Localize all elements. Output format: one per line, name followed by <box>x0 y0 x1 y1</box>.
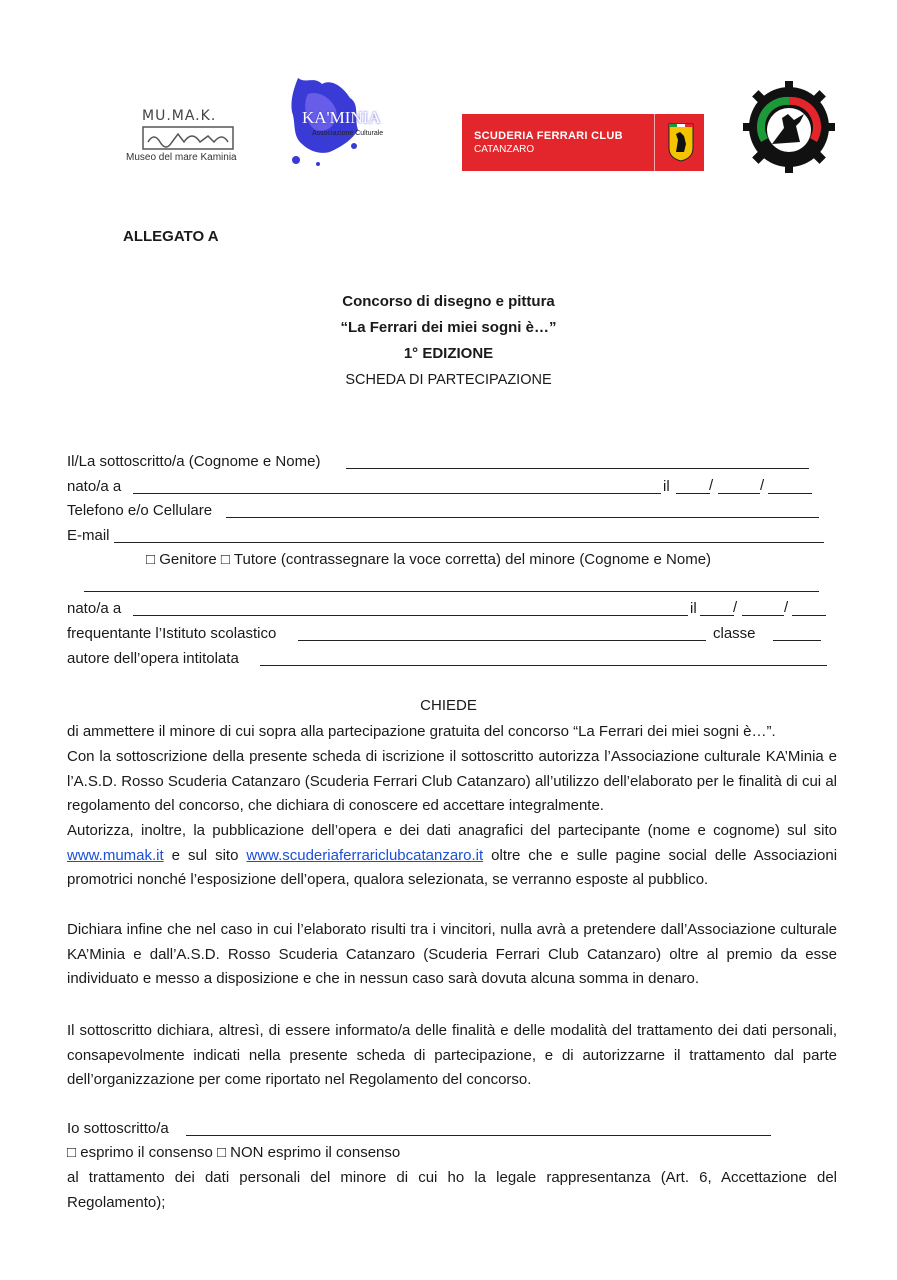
opera-title-field[interactable] <box>260 665 827 666</box>
scuderia-link[interactable]: www.scuderiaferrariclubcatanzaro.it <box>246 846 484 864</box>
privacy-paragraph: Il sottoscritto dichiara, altresì, di essere informato/a delle finalità e delle modalità del trattamento dei dati personali, consapevolmente indicati nella presente scheda di partecipazione, e di autorizzarne il trattamento dal parte dell’organizzazione per come riportato nel Regolamento del concorso. <box>67 1022 837 1088</box>
kaminia-logo-name: KA'MINIA <box>302 108 381 127</box>
form-title: SCHEDA DI PARTECIPAZIONE <box>345 372 552 388</box>
mumak-link[interactable]: www.mumak.it <box>67 846 164 864</box>
gear-badge-icon <box>742 80 836 174</box>
birth-day-field[interactable] <box>676 493 710 494</box>
consent-options[interactable]: □ esprimo il consenso □ NON esprimo il consenso <box>67 1144 401 1161</box>
publication-text-c: oltre che e sulle pagine social delle Associazioni promotrici nonché l’esposizione dell’opera, qualora selezionata, se verranno esposte al pubblico. <box>67 846 838 888</box>
authorization-paragraph: Con la sottoscrizione della presente scheda di iscrizione il sottoscritto autorizza l’Associazione culturale KA’Minia e l’A.S.D. Rosso Scuderia Catanzaro (Scuderia Ferrari Club Catanzaro) all’utilizzo dell’elaborato per le finalità di cui al regolamento del concorso, che dichiara di conoscere ed accettare integralmente. <box>67 748 837 814</box>
date-slash: / <box>760 477 765 494</box>
kaminia-logo <box>288 74 398 170</box>
sottoscritto-label: Il/La sottoscritto/a (Cognome e Nome) <box>67 453 321 470</box>
mumak-logo-name: MU.MA.K. <box>142 108 217 124</box>
scuderia-logo-line1: SCUDERIA FERRARI CLUB <box>474 130 623 142</box>
chiede-heading: CHIEDE <box>420 697 477 714</box>
consent-text: al trattamento dei dati personali del minore di cui ho la legale rappresentanza (Art. 6, Accettazione del Regolamento); <box>67 1169 837 1211</box>
classe-field[interactable] <box>773 640 821 641</box>
nato-label: nato/a a <box>67 478 122 495</box>
publication-paragraph <box>67 819 837 893</box>
declaration-paragraph: Dichiara infine che nel caso in cui l’elaborato risulti tra i vincitori, nulla avrà a pretendere dall’Associazione culturale KA’Minia e dall’A.S.D. Rosso Scuderia Catanzaro (Scuderia Ferrari Club Catanzaro) oltre al premio da esse individuato e messo a disposizione e che in nessun caso sarà dovuta alcuna somma in denaro. <box>67 921 837 987</box>
minore-birth-year-field[interactable] <box>792 615 826 616</box>
nato2-label: nato/a a <box>67 600 122 617</box>
genitore-tutore-line[interactable]: □ Genitore □ Tutore (contrassegnare la voce corretta) del minore (Cognome e Nome) <box>146 551 712 568</box>
kaminia-logo-subtitle: Associazione Culturale <box>312 130 384 137</box>
date-slash: / <box>733 599 738 616</box>
minore-name-field[interactable] <box>84 591 819 592</box>
classe-label: classe <box>713 625 756 642</box>
date-slash: / <box>784 599 789 616</box>
contest-subtitle: “La Ferrari dei miei sogni è…” <box>340 319 557 336</box>
request-paragraph: di ammettere il minore di cui sopra alla partecipazione gratuita del concorso “La Ferrari dei miei sogni è…”. <box>67 723 776 740</box>
sottoscritto-field[interactable] <box>346 468 809 469</box>
minore-birth-month-field[interactable] <box>742 615 784 616</box>
publication-text-a: Autorizza, inoltre, la pubblicazione dell’opera e dei dati anagrafici del partecipante (nome e cognome) sul sito <box>67 822 837 839</box>
telefono-label: Telefono e/o Cellulare <box>67 502 213 519</box>
rosso-scuderia-logo <box>742 80 836 174</box>
opera-label: autore dell’opera intitolata <box>67 650 239 667</box>
email-field[interactable] <box>114 542 824 543</box>
scuderia-logo-line2: CATANZARO <box>474 144 535 155</box>
consent-sottoscritto-label: Io sottoscritto/a <box>67 1120 169 1137</box>
contest-title: Concorso di disegno e pittura <box>342 293 555 310</box>
birth-year-field[interactable] <box>768 493 812 494</box>
email-label: E-mail <box>67 527 110 544</box>
telefono-field[interactable] <box>226 517 819 518</box>
contest-edition: 1° EDIZIONE <box>403 345 494 362</box>
mumak-logo <box>120 108 260 168</box>
ferrari-shield-icon <box>667 122 695 162</box>
il-label: il <box>663 478 670 495</box>
mumak-wave-icon <box>142 126 234 150</box>
publication-text-b: e sul sito <box>171 846 239 864</box>
prancing-horse-icon <box>654 114 655 171</box>
mumak-logo-subtitle: Museo del mare Kaminia <box>126 152 237 163</box>
birth-month-field[interactable] <box>718 493 760 494</box>
nato2-field[interactable] <box>133 615 688 616</box>
scuderia-ferrari-club-logo <box>462 114 704 171</box>
il2-label: il <box>690 600 697 617</box>
minore-birth-day-field[interactable] <box>700 615 734 616</box>
istituto-field[interactable] <box>298 640 706 641</box>
nato-field[interactable] <box>133 493 661 494</box>
istituto-label: frequentante l’Istituto scolastico <box>67 625 277 642</box>
date-slash: / <box>709 477 714 494</box>
consent-name-field[interactable] <box>186 1135 771 1136</box>
allegato-label: ALLEGATO A <box>123 228 219 245</box>
